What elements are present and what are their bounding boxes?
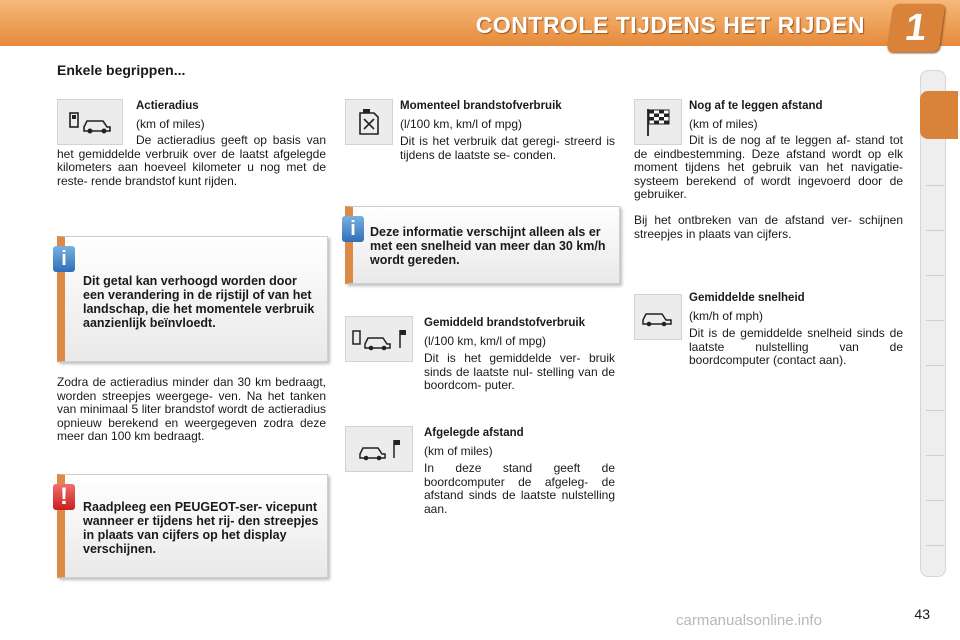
tab-divider (926, 320, 944, 321)
entry-nog-af-body: Dit is de nog af te leggen af- stand tot de eindbestemming. Deze afstand wordt op elk moment tijdens het gebruik van het navigatie- systeem berekend of wordt ingevoerd door de gebruiker. (634, 133, 903, 201)
entry-title: Nog af te leggen afstand (689, 100, 823, 112)
entry-unit: (km of miles) (689, 116, 758, 131)
entry-body: In deze stand geeft de boordcomputer de afgeleg- de afstand sinds de laatste nulstelling aan. (424, 461, 615, 516)
entry-unit: (km of miles) (424, 443, 493, 458)
entry-body: Dit is het gemiddelde ver- bruik sinds de laatste nul- stelling van de boordcom- puter. (424, 351, 615, 392)
entry-gem-verbruik (424, 317, 615, 393)
entry-title: Gemiddelde snelheid (689, 292, 805, 304)
tab-divider (926, 500, 944, 501)
info-badge-icon: i (342, 216, 364, 242)
tab-divider (926, 455, 944, 456)
entry-actieradius-body: De actieradius geeft op basis van het gemiddelde verbruik over de laatst afgelegde kilometers aan hoeveel kilometer u nog met de reste- rende brandstof kunt rijden. (57, 133, 326, 188)
car-icon (634, 294, 682, 340)
page-title: CONTROLE TIJDENS HET RIJDEN (475, 12, 865, 38)
entry-afgelegde (424, 427, 615, 516)
fuel-can-icon (345, 99, 393, 145)
entry-gem-snelheid (689, 292, 903, 368)
entry-title: Afgelegde afstand (424, 427, 524, 439)
actieradius-paragraph: Zodra de actieradius minder dan 30 km bedraagt, worden streepjes weergege- ven. Na het tanken van minimaal 5 liter brandstof wordt de actieradius opnieuw berekend en weergegeven zodra deze meer dan 100 km bedraagt. (57, 375, 326, 443)
tab-divider (926, 410, 944, 411)
entry-title: Gemiddeld brandstofverbruik (424, 317, 586, 329)
section-heading: Enkele begrippen... (57, 62, 186, 78)
tab-divider (926, 185, 944, 186)
info-badge-icon: i (53, 246, 75, 272)
fuel-car-flag-icon (345, 316, 413, 362)
car-flag-icon (345, 426, 413, 472)
entry-body: Dit is de gemiddelde snelheid sinds de laatste nulstelling van de boordcomputer (contact aan). (689, 326, 903, 367)
watermark: carmanualsonline.info (676, 612, 822, 629)
entry-body: Dit is het verbruik dat geregi- streerd is tijdens de laatste se- conden. (400, 134, 615, 162)
entry-unit: (km/h of mph) (689, 308, 764, 323)
entry-actieradius-head (136, 100, 326, 131)
tab-divider (926, 545, 944, 546)
entry-unit: (km of miles) (136, 116, 205, 131)
active-chapter-tab[interactable] (920, 91, 958, 139)
page-number: 43 (914, 606, 930, 622)
entry-unit: (l/100 km, km/l of mpg) (400, 116, 523, 131)
warning-badge-icon: ! (53, 484, 75, 510)
chapter-number: 1 (887, 4, 946, 52)
info-note-text: Dit getal kan verhoogd worden door een verandering in de rijstijl of van het landschap, die het momentele verbruik aanzienlijk beïnvloedt. (83, 274, 315, 330)
entry-nog-af-head (689, 100, 903, 131)
entry-nog-af-body2: Bij het ontbreken van de afstand ver- schijnen streepjes in plaats van cijfers. (634, 213, 903, 241)
tab-divider (926, 365, 944, 366)
page-header (0, 0, 960, 49)
entry-title: Momenteel brandstofverbruik (400, 100, 562, 112)
info-note-2-text: Deze informatie verschijnt alleen als er met een snelheid van meer dan 30 km/h wordt gereden. (370, 225, 606, 267)
entry-momenteel (400, 100, 615, 162)
entry-unit: (l/100 km, km/l of mpg) (424, 333, 547, 348)
tab-divider (926, 275, 944, 276)
entry-title: Actieradius (136, 100, 199, 112)
warning-note-text: Raadpleeg een PEUGEOT-ser- vicepunt wanneer er tijdens het rij- den streepjes in plaats van cijfers op het display verschijnen. (83, 500, 319, 556)
tab-divider (926, 230, 944, 231)
